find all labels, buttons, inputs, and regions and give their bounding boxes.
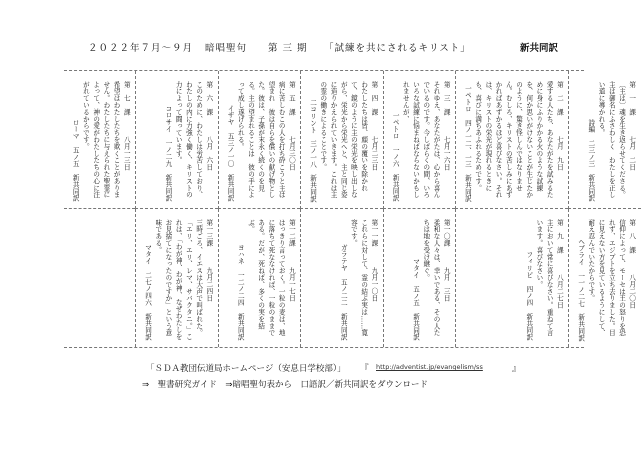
lesson-number: 第 九 課 [555,219,564,254]
lesson-date: 九月一〇日 [369,267,378,302]
verse-reference: ローマ 五ノ五 新共同訳 [71,119,80,202]
verse-text: 病に苦しむこの人を打ち砕こうと主は望まれ 彼は自らを償いの献げ物とした。彼は、子孫が末永く続くのを見る。主の望まれることは 彼の手によって成し遂げられる。 [236,81,286,199]
lesson-9-cell [455,209,568,347]
lesson-number: 第一二課 [287,219,296,247]
verse-grid [64,70,636,348]
lesson-8-cell [568,209,640,347]
lesson-date: 九月二四日 [204,267,213,302]
lesson-6-cell [135,71,218,209]
lesson-1-cell [568,71,640,209]
lesson-number: 第 一 課 [627,81,636,116]
verse-text: それゆえ、あなたがたは、心から喜んでいるのです。今しばらくの間、いろいろな試練に悩まねばならないかもしれませんが、 [401,81,440,199]
verse-text: はっきり言っておく。一粒の麦は、地に落ちて死ななければ、一粒のままである。だが、死ねば、多くの実を結ぶ。 [246,219,286,337]
verse-text: 信仰によって、モーセは王の怒りを恐れず、エジプトを立ち去りました。目に見えない方を見ているようにして、耐え忍んでいたからです。 [586,219,626,337]
series-title: 暗唱聖句 [205,43,248,54]
verse-text: わたしたちは皆、顔の覆いを除かれて、鏡のように主の栄光を映し出しながら、栄光から栄光へと、主と同じ姿に造りかえられていきます。これは主の霊の働きによることです。 [318,81,368,199]
lesson-number: 第 六 課 [204,81,213,116]
verse-reference: ガラテヤ 五ノ二二 新共同訳 [339,244,348,341]
term-label: 第 三 期 [268,43,308,54]
lesson-date: 七月三〇日 [287,136,296,171]
lesson-2-cell [455,71,568,209]
verse-reference: 詩編 二三ノ三 新共同訳 [586,119,595,202]
verse-text: 主において常に喜びなさい。重ねて言います。喜びなさい。 [534,219,554,337]
bible-version: 新共同訳 [520,43,559,54]
lesson-number: 第 四 課 [369,81,378,116]
lesson-date: 七月 二日 [627,136,636,171]
lesson-number: 第 八 課 [627,219,636,254]
verse-reference: イザヤ 五三ノ一〇 新共同訳 [226,105,235,202]
verse-reference: 二コリント 三ノ一八 新共同訳 [308,98,317,202]
lesson-number: 第一三課 [204,219,213,247]
verse-text: これらに対して、霊の結ぶ実は……寛容です。 [349,219,368,337]
lesson-number: 第 七 課 [122,81,131,116]
verse-text: 愛する人たち、あなたがたを試みるために身にふりかかる火のような試練を、何か思いがけないことが生じたかのように、驚き怪しんではなりません。むしろ、キリストの苦しみにあずかればあずかるほど喜びなさい。それは、キリストの栄光が現れるときにも、喜びに満ちあふれるためです。 [473,81,554,199]
lesson-13-cell [135,209,218,347]
verse-text: このために、わたしは労苦しており、わたしの内に力強く働く、キリストの力によって闘っています。 [174,81,203,199]
verse-reference: フィリピ 四ノ四 新共同訳 [524,251,533,341]
lesson-4-cell [300,71,383,209]
lesson-number: 第 五 課 [287,81,296,116]
homepage-link[interactable]: http://adventist.jp/evangelism/ss [376,363,483,371]
lesson-date: 九月 三日 [442,267,451,302]
homepage-label: 「ＳＤＡ教団伝道局ホームページ（安息日学校部）」 [146,364,346,374]
verse-text: 〔主は〕魂を生き返らせてくださる。主は御名にふさわしく わたしを正しい道に導かれる。 [597,81,626,199]
lesson-12-cell [218,209,301,347]
lesson-11-cell [300,209,383,347]
verse-reference: 一ペトロ 四ノ一二、一三 新共同訳 [463,84,472,202]
lesson-date: 八月 六日 [204,136,213,171]
lesson-date: 八月二〇日 [627,274,636,309]
verse-reference: マタイ 五ノ五 新共同訳 [411,258,420,341]
lesson-5-cell [218,71,301,209]
lesson-date: 八月二七日 [555,274,564,309]
empty-cell [64,209,135,347]
lesson-date: 七月 九日 [555,136,564,171]
verse-text: 三時ごろ、イエスは大声で叫ばれた。「エリ、エリ、レマ、サバクタニ。」これは、「わが神、わが神、なぜわたしをお見捨てになったのですか」という意味である。 [153,219,203,340]
verse-reference: 一ペトロ 一ノ六 新共同訳 [391,112,400,202]
lesson-date: 八月一三日 [122,136,131,171]
lesson-number: 第一一課 [369,219,378,247]
url-bracket-close: 』 [512,364,521,374]
verse-text: 柔和な人々は、幸いである、その人たちは地を受け継ぐ。 [421,219,440,337]
lesson-date: 七月一六日 [442,136,451,171]
document-header [0,40,640,60]
verse-reference: コロサイ 一ノ二九 新共同訳 [163,105,172,202]
url-bracket-open: 『 [360,364,369,374]
lesson-date: 九月一七日 [287,267,296,302]
lesson-number: 第 二 課 [555,81,564,116]
theme-title: 「試練を共にされるキリスト」 [324,43,471,54]
lesson-number: 第一〇課 [442,219,451,247]
lesson-date: 七月二三日 [369,136,378,171]
verse-reference: ヨハネ 一二ノ二四 新共同訳 [236,244,245,341]
lesson-number: 第 三 課 [442,81,451,116]
lesson-7-cell [64,71,135,209]
lesson-3-cell [383,71,455,209]
verse-reference: ヘブライ 一一ノ二七 新共同訳 [576,237,585,341]
download-guide: ⇒ 聖書研究ガイド ⇒暗唱聖句表から 口語訳／新共同訳をダウンロード [142,380,428,390]
verse-reference: マタイ 二七ノ四六 新共同訳 [143,244,152,341]
date-range: ２０２２年７月〜９月 [88,43,194,54]
verse-text: 希望はわたしたちを欺くことがありません。わたしたちに与えられた聖霊によって、神の愛がわたしたちの心に注がれているからです。 [81,81,121,199]
lesson-10-cell [383,209,455,347]
